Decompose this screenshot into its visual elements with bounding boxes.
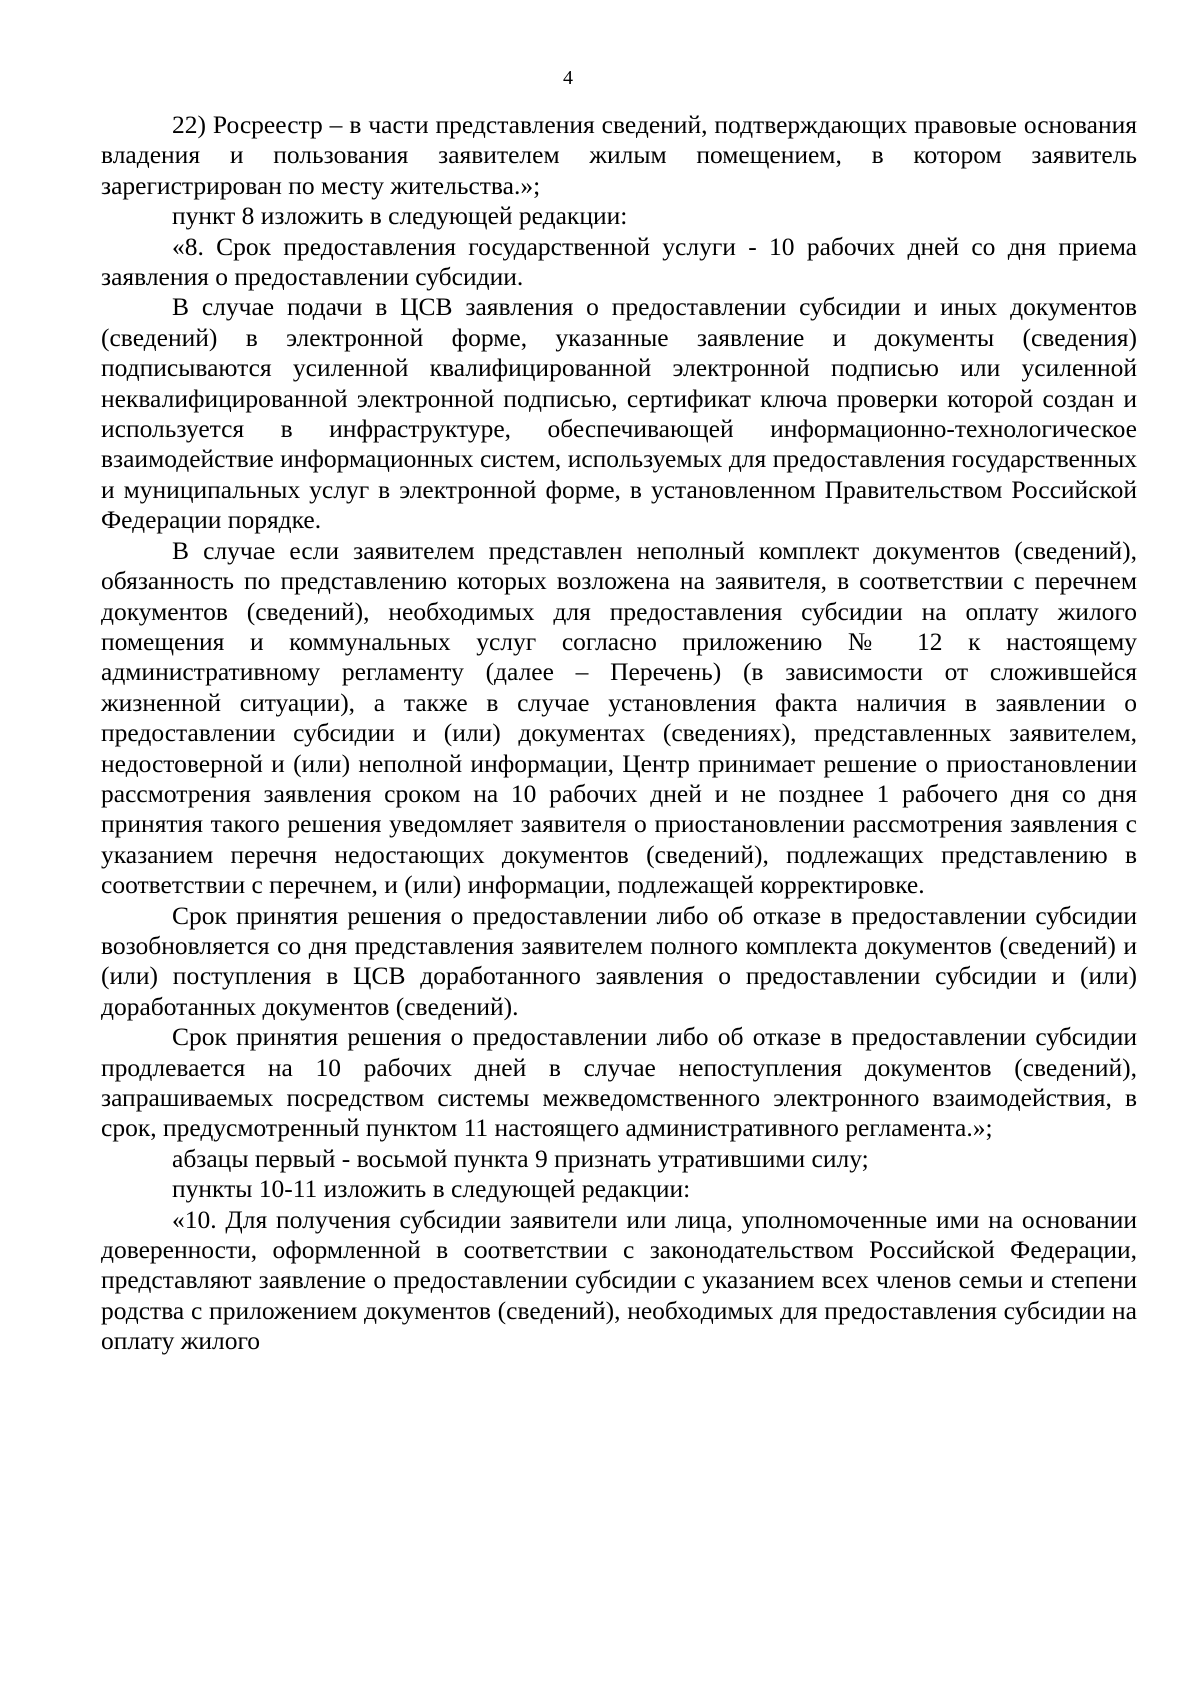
paragraph-term-extended: Срок принятия решения о предоставлении либо об отказе в предоставлении субсидии продлевается на 10 рабочих дней в случае непоступления документов (сведений), запрашиваемых посредством системы межведомственного электронного взаимодействия, в срок, предусмотренный пунктом 11 настоящего административного регламента.»;: [101, 1022, 1137, 1143]
page-number: 4: [563, 67, 573, 89]
paragraph-rosreestr: 22) Росреестр – в части представления сведений, подтверждающих правовые основания владения и пользования заявителем жилым помещением, в котором заявитель зарегистрирован по месту жительства.»;: [101, 110, 1137, 200]
paragraph-electronic-submission: В случае подачи в ЦСВ заявления о предоставлении субсидии и иных документов (сведений) в электронной форме, указанные заявление и документы (сведения) подписываются усиленной квалифицированной электронной подписью или усиленной неквалифицированной электронной подписью, сертификат ключа проверки которой создан и используется в инфраструктуре, обеспечивающей информационно-технологическое взаимодействие информационных систем, используемых для предоставления государственных и муниципальных услуг в электронной форме, в установленном Правительством Российской Федерации порядке.: [101, 292, 1137, 535]
paragraph-point-8-intro: пункт 8 изложить в следующей редакции:: [172, 201, 628, 231]
paragraph-point-8-term: «8. Срок предоставления государственной услуги - 10 рабочих дней со дня приема заявления о предоставлении субсидии.: [101, 231, 1137, 292]
paragraph-point-9-repealed: абзацы первый - восьмой пункта 9 признать утратившими силу;: [172, 1143, 869, 1173]
document-body: [101, 110, 1137, 1357]
paragraph-point-10: «10. Для получения субсидии заявители или лица, уполномоченные ими на основании доверенности, оформленной в соответствии с законодательством Российской Федерации, представляют заявление о предоставлении субсидии с указанием всех членов семьи и степени родства с приложением документов (сведений), необходимых для предоставления субсидии на оплату жилого: [101, 1204, 1137, 1356]
paragraph-term-resumed: Срок принятия решения о предоставлении либо об отказе в предоставлении субсидии возобновляется со дня представления заявителем полного комплекта документов (сведений) и (или) поступления в ЦСВ доработанного заявления о предоставлении субсидии и (или) доработанных документов (сведений).: [101, 900, 1137, 1021]
paragraph-points-10-11-intro: пункты 10-11 изложить в следующей редакции:: [172, 1174, 691, 1204]
paragraph-incomplete-documents: В случае если заявителем представлен неполный комплект документов (сведений), обязанность по представлению которых возложена на заявителя, в соответствии с перечнем документов (сведений), необходимых для предоставления субсидии на оплату жилого помещения и коммунальных услуг согласно приложению № 12 к настоящему административному регламенту (далее – Перечень) (в зависимости от сложившейся жизненной ситуации), а также в случае установления факта наличия в заявлении о предоставлении субсидии и (или) документах (сведениях), представленных заявителем, недостоверной и (или) неполной информации, Центр принимает решение о приостановлении рассмотрения заявления сроком на 10 рабочих дней и не позднее 1 рабочего дня со дня принятия такого решения уведомляет заявителя о приостановлении рассмотрения заявления с указанием перечня недостающих документов (сведений), подлежащих представлению в соответствии с перечнем, и (или) информации, подлежащей корректировке.: [101, 535, 1137, 900]
